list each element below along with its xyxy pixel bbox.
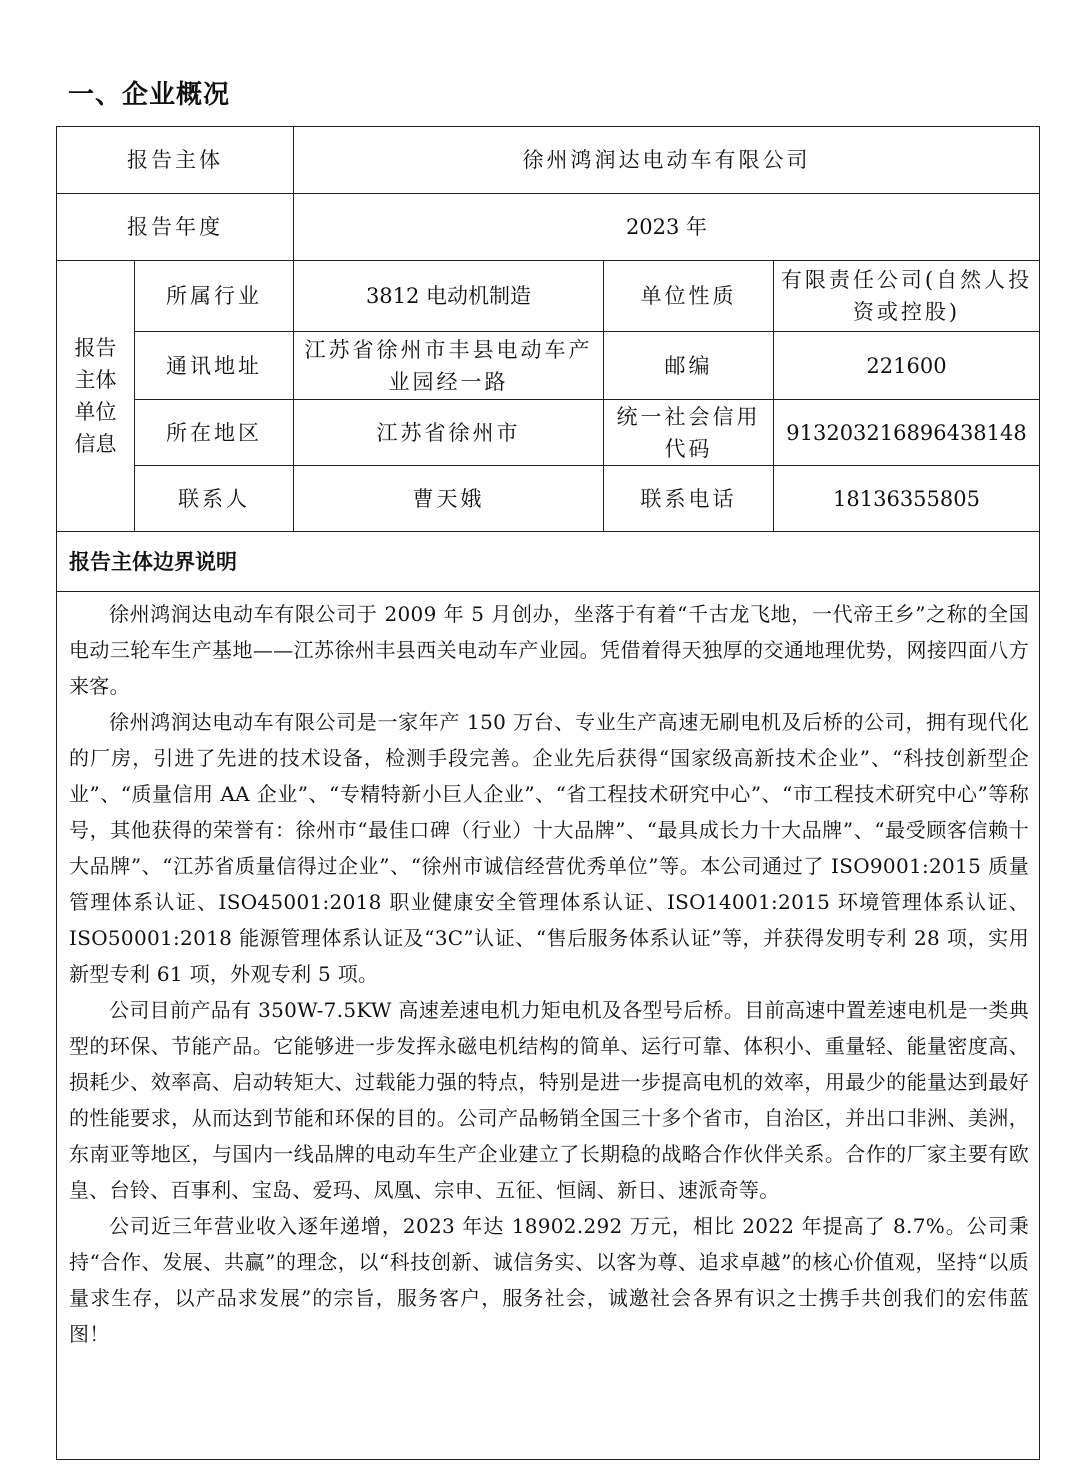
subject-label: 报告主体 [57, 127, 294, 194]
boundary-paragraph: 徐州鸿润达电动车有限公司是一家年产 150 万台、专业生产高速无刷电机及后桥的公司，拥有现代化的厂房，引进了先进的技术设备，检测手段完善。企业先后获得“国家级高新技术企业”、“科技创新型企业”、“质量信用 AA 企业”、“专精特新小巨人企业”、“省工程技术研究中心”、“市工程技术研究中心”等称号，其他获得的荣誉有：徐州市“最佳口碑（行业）十大品牌”、“最具成长力十大品牌”、“最受顾客信赖十大品牌”、“江苏省质量信得过企业”、“徐州市诚信经营优秀单位”等。本公司通过了 ISO9001:2015 质量管理体系认证、ISO45001:2018 职业健康安全管理体系认证、ISO14001:2015 环境管理体系认证、ISO50001:2018 能源管理体系认证及“3C”认证、“售后服务体系认证”等，并获得发明专利 28 项，实用新型专利 61 项，外观专利 5 项。 [69, 710, 1030, 986]
boundary-paragraph: 公司近三年营业收入逐年递增，2023 年达 18902.292 万元，相比 2022 年提高了 8.7%。公司秉持“合作、发展、共赢”的理念，以“科技创新、诚信务实、以客为尊、追求卓越”的核心价值观，坚持“以质量求生存，以产品求发展”的宗旨，服务客户，服务社会，诚邀社会各界有识之士携手共创我们的宏伟蓝图！ [69, 1214, 1030, 1346]
industry-value: 3812 电动机制造 [294, 261, 604, 332]
nature-value: 有限责任公司(自然人投资或控股) [774, 261, 1040, 332]
year-value: 2023 年 [294, 194, 1040, 261]
phone-value: 18136355805 [774, 466, 1040, 532]
section-title: 一、企业概况 [68, 80, 231, 110]
table-row [57, 332, 1040, 400]
credit-code-label: 统一社会信用代码 [604, 400, 774, 466]
subject-value: 徐州鸿润达电动车有限公司 [294, 127, 1040, 194]
table-row [57, 194, 1040, 261]
boundary-paragraph: 徐州鸿润达电动车有限公司于 2009 年 5 月创办，坐落于有着“千古龙飞地，一代帝王乡”之称的全国电动三轮车生产基地——江苏徐州丰县西关电动车产业园。凭借着得天独厚的交通地理优势，网接四面八方来客。 [69, 602, 1030, 698]
boundary-paragraph: 公司目前产品有 350W-7.5KW 高速差速电机力矩电机及各型号后桥。目前高速中置差速电机是一类典型的环保、节能产品。它能够进一步发挥永磁电机结构的简单、运行可靠、体积小、重量轻、能量密度高、损耗少、效率高、启动转矩大、过载能力强的特点，特别是进一步提高电机的效率，用最少的能量达到最好的性能要求，从而达到节能和环保的目的。公司产品畅销全国三十多个省市，自治区，并出口非洲、美洲，东南亚等地区，与国内一线品牌的电动车生产企业建立了长期稳的战略合作伙伴关系。合作的厂家主要有欧皇、台铃、百事利、宝岛、爱玛、凤凰、宗申、五征、恒阔、新日、速派奇等。 [69, 998, 1030, 1202]
region-value: 江苏省徐州市 [294, 400, 604, 466]
table-row [57, 261, 1040, 332]
table-row [57, 127, 1040, 194]
industry-label: 所属行业 [135, 261, 294, 332]
table-row [57, 400, 1040, 466]
nature-label: 单位性质 [604, 261, 774, 332]
contact-value: 曹天娥 [294, 466, 604, 532]
region-label: 所在地区 [135, 400, 294, 466]
table-row [57, 466, 1040, 532]
year-label: 报告年度 [57, 194, 294, 261]
address-label: 通讯地址 [135, 332, 294, 400]
postcode-value: 221600 [774, 332, 1040, 400]
contact-label: 联系人 [135, 466, 294, 532]
postcode-label: 邮编 [604, 332, 774, 400]
credit-code-value: 913203216896438148 [774, 400, 1040, 466]
table-row [57, 592, 1040, 1460]
unit-info-label: 报告 主体 单位 信息 [57, 261, 135, 532]
address-value: 江苏省徐州市丰县电动车产业园经一路 [294, 332, 604, 400]
table-row [57, 532, 1040, 592]
boundary-heading: 报告主体边界说明 [57, 532, 1040, 592]
enterprise-overview-table [56, 126, 1040, 1460]
phone-label: 联系电话 [604, 466, 774, 532]
boundary-description [57, 592, 1040, 1460]
